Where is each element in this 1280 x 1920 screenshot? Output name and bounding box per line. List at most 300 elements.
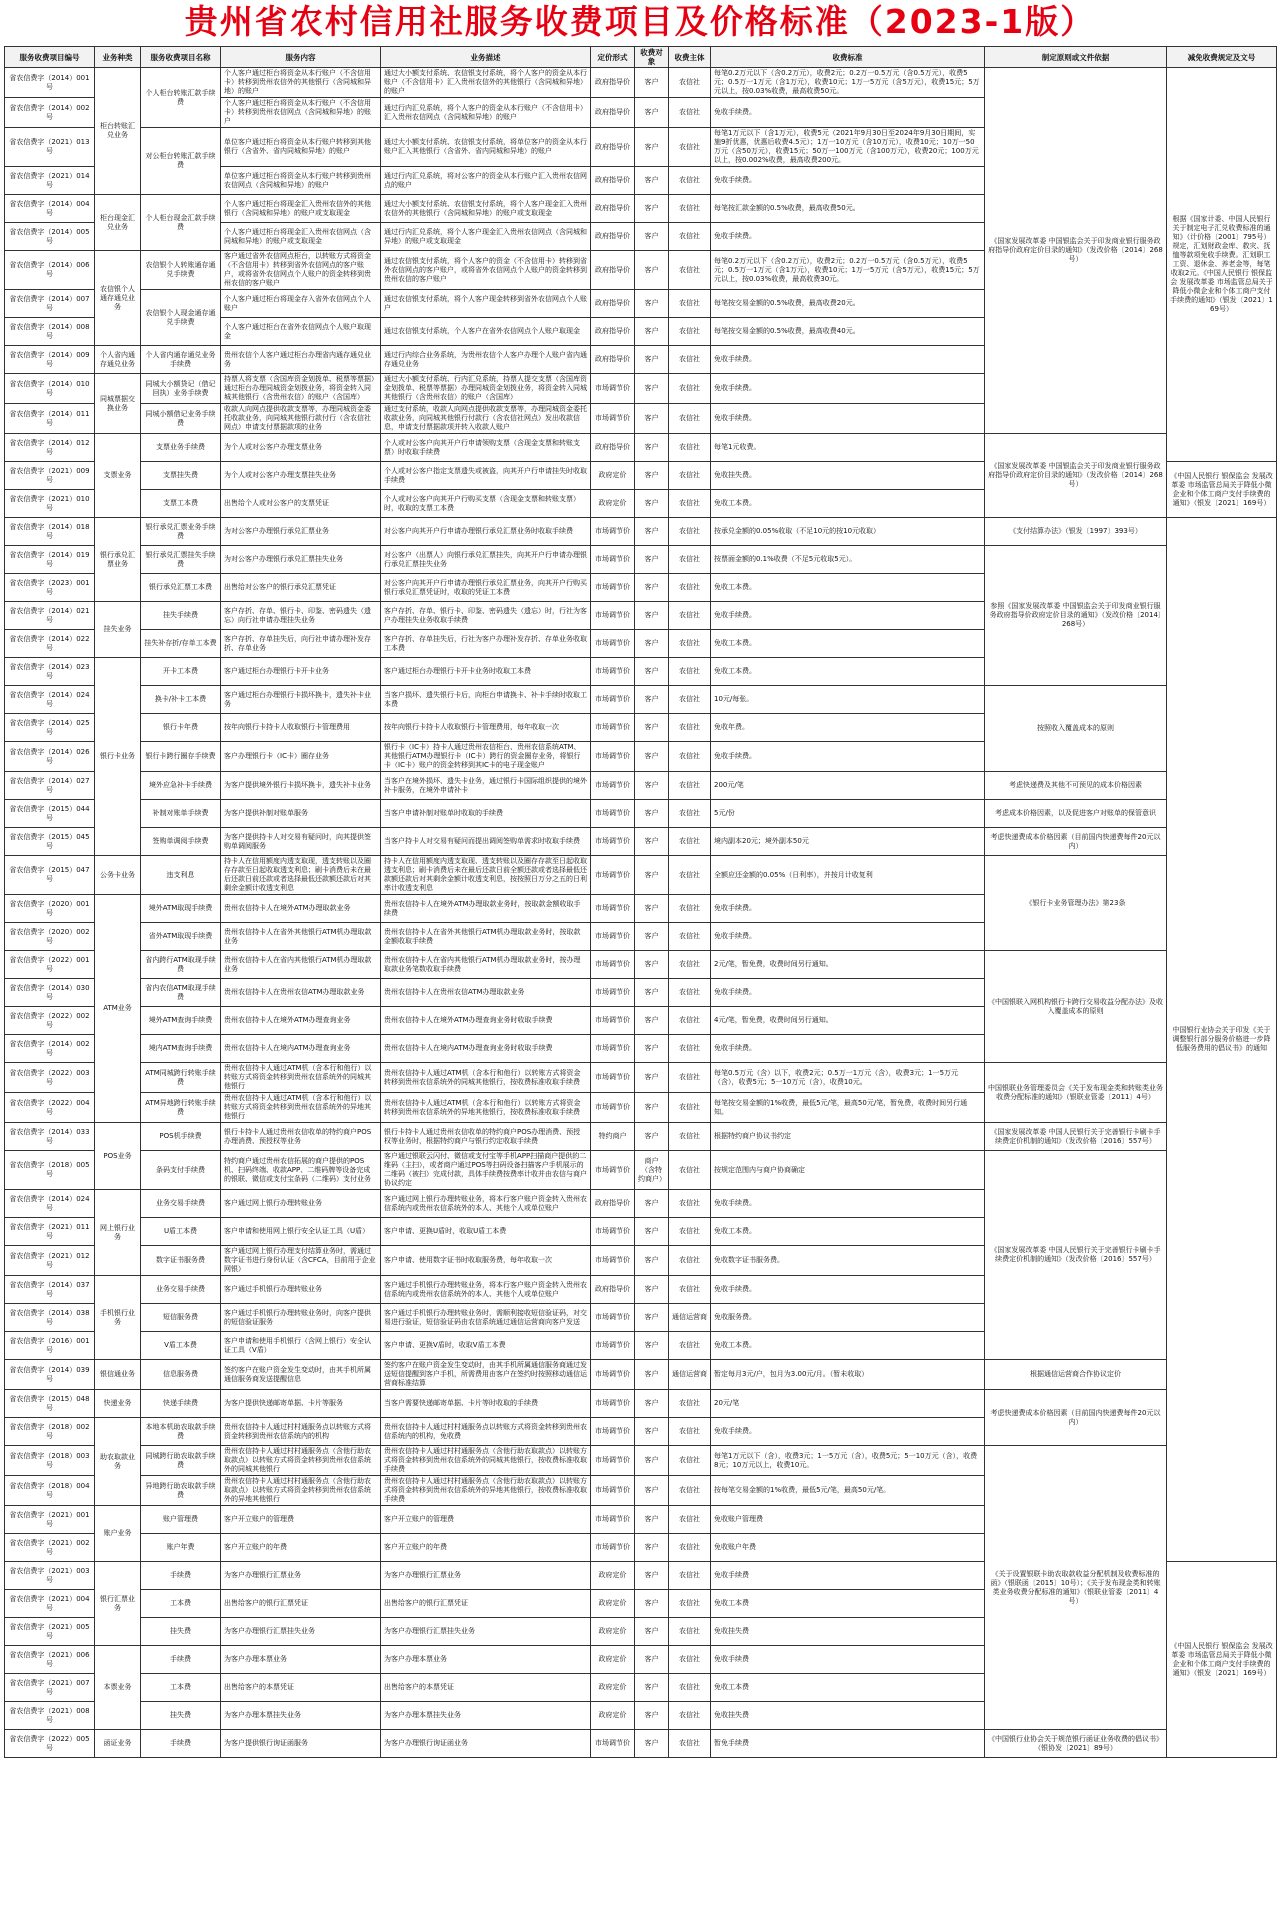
cell-charge-subject: 农信社 <box>669 742 711 772</box>
cell-description: 出售给客户的银行汇票凭证 <box>381 1590 591 1618</box>
cell-description: 对公客户向其开户行申请办理银行承兑汇票业务时收取手续费 <box>381 518 591 546</box>
cell-charge-subject: 农信社 <box>669 1151 711 1190</box>
cell-charge-subject: 农信社 <box>669 979 711 1007</box>
cell-content: 为客户提供银行询证函服务 <box>221 1730 381 1758</box>
cell-content: 为客户提供持卡人对交易有疑问时，向其提供签购单调阅服务 <box>221 828 381 856</box>
cell-code: 省农信费字（2020）002号 <box>5 923 95 951</box>
cell-code: 省农信费字（2021）002号 <box>5 1534 95 1562</box>
cell-basis: 中国银联业务管理委员会《关于发布现金类和转账类业务收费分配标准的通知》（银联业管委〔2011〕4号） <box>985 1063 1167 1123</box>
cell-fee-standard: 免收挂失费 <box>711 1702 985 1730</box>
cell-description: 为客户办理本票挂失业务 <box>381 1702 591 1730</box>
cell-charge-subject: 农信社 <box>669 951 711 979</box>
cell-fee-standard: 按票面金额的0.1%收费（不足5元收取5元）。 <box>711 546 985 574</box>
cell-code: 省农信费字（2021）001号 <box>5 1506 95 1534</box>
cell-item-name: 同城小额借记业务手续费 <box>141 404 221 434</box>
cell-fee-standard: 免收手续费。 <box>711 602 985 630</box>
cell-content: 客户存折、存单、银行卡、印鉴、密码遗失（遗忘）向行社申请办理挂失业务 <box>221 602 381 630</box>
cell-content: 为客户办理银行汇票挂失业务 <box>221 1618 381 1646</box>
cell-item-name: 银行承兑汇票工本费 <box>141 574 221 602</box>
cell-charge-subject: 农信社 <box>669 1674 711 1702</box>
cell-item-name: 工本费 <box>141 1674 221 1702</box>
cell-charge-subject: 农信社 <box>669 1590 711 1618</box>
cell-description: 通过大小额支付系统、农信银支付系统，将个人客户的资金从本行账户（不含信用卡）汇入贵州农信外的其他银行（含同城和异地）的账户 <box>381 68 591 98</box>
cell-pricing-form: 市场调节价 <box>591 1093 635 1123</box>
cell-item-name: 挂失费 <box>141 1618 221 1646</box>
cell-content: 签约客户在账户资金发生变动时，由其手机所属通信服务商发送提醒信息 <box>221 1360 381 1390</box>
cell-description: 客户通过网上银行办理转账业务，将本行客户账户资金转入贵州农信系统内或贵州农信系统外的本人、其他个人或单位账户 <box>381 1190 591 1218</box>
cell-charge-subject: 农信社 <box>669 828 711 856</box>
cell-description: 客户申请、更换U盾时，收取U盾工本费 <box>381 1218 591 1246</box>
cell-charge-object: 客户 <box>635 1190 669 1218</box>
cell-code: 省农信费字（2022）002号 <box>5 1007 95 1035</box>
cell-charge-subject: 农信社 <box>669 630 711 658</box>
cell-pricing-form: 政府定价 <box>591 462 635 490</box>
cell-charge-object: 客户 <box>635 1446 669 1476</box>
cell-item-name: 个人省内通存通兑业务手续费 <box>141 346 221 374</box>
cell-code: 省农信费字（2022）003号 <box>5 1063 95 1093</box>
table-row <box>5 828 1277 856</box>
cell-content: 客户通过手机银行办理转账业务时，向客户提供的短信验证服务 <box>221 1304 381 1332</box>
cell-charge-object: 客户 <box>635 1674 669 1702</box>
cell-description: 通过大小额支付系统、行内汇兑系统，持票人提交支票（含国库资金划拨单、税票等票据）办理同城资金划拨业务，将资金转入同城其他银行（含贵州农信）的账户（含国库） <box>381 374 591 404</box>
cell-pricing-form: 政府指导价 <box>591 434 635 462</box>
cell-description: 为客户办理本票业务 <box>381 1646 591 1674</box>
cell-charge-subject: 农信社 <box>669 434 711 462</box>
cell-basis: 考虑快递费成本价格因素（目前国内快递费每件20元以内） <box>985 1390 1167 1446</box>
cell-basis: 《国家发展改革委 中国人民银行关于完善银行卡刷卡手续费定价机制的通知》（发改价格〔2016〕557号） <box>985 1123 1167 1151</box>
cell-content: 单位客户通过柜台将资金从本行账户转移到其他银行（含省外、省内同城和异地）的账户 <box>221 128 381 167</box>
cell-fee-standard: 200元/笔 <box>711 772 985 800</box>
cell-pricing-form: 市场调节价 <box>591 828 635 856</box>
cell-pricing-form: 政府指导价 <box>591 223 635 251</box>
table-row <box>5 686 1277 714</box>
cell-content: 个人客户通过柜台将资金从本行账户（不含信用卡）转移到贵州农信网点（含同城和异地）的账户 <box>221 98 381 128</box>
cell-description: 当客户损坏、遗失银行卡后，向柜台申请换卡、补卡手续时收取工本费 <box>381 686 591 714</box>
table-row <box>5 951 1277 979</box>
cell-fee-standard: 免收手续费。 <box>711 1418 985 1446</box>
cell-code: 省农信费字（2014）010号 <box>5 374 95 404</box>
cell-pricing-form: 市场调节价 <box>591 951 635 979</box>
cell-pricing-form: 市场调节价 <box>591 1476 635 1506</box>
table-row <box>5 1123 1277 1151</box>
cell-pricing-form: 市场调节价 <box>591 630 635 658</box>
cell-content: 贵州农信持卡人在贵州农信ATM办理取款业务 <box>221 979 381 1007</box>
cell-charge-object: 客户 <box>635 223 669 251</box>
cell-fee-standard: 按承兑金额的0.05%收取（不足10元的按10元收取） <box>711 518 985 546</box>
cell-charge-object: 客户 <box>635 828 669 856</box>
cell-basis: 参照《国家发展改革委 中国银监会关于印发商业银行服务政府指导价政府定价目录的通知》（发改价格〔2014〕268号） <box>985 546 1167 686</box>
cell-pricing-form: 政府定价 <box>591 1590 635 1618</box>
cell-charge-subject: 农信社 <box>669 318 711 346</box>
cell-charge-object: 客户 <box>635 1702 669 1730</box>
cell-category: 柜台现金汇兑业务 <box>95 195 141 251</box>
cell-category: 助农取款业务 <box>95 1418 141 1506</box>
cell-charge-subject: 农信社 <box>669 1534 711 1562</box>
cell-charge-object: 客户 <box>635 167 669 195</box>
cell-content: 客户申请和使用手机银行（含网上银行）安全认证工具（V盾） <box>221 1332 381 1360</box>
cell-fee-standard: 免收服务费。 <box>711 1304 985 1332</box>
cell-fee-standard: 5元/份 <box>711 800 985 828</box>
cell-content: 个人客户通过柜台将现金汇入贵州农信网点（含同城和异地）的账户或支取现金 <box>221 223 381 251</box>
cell-charge-subject: 农信社 <box>669 1618 711 1646</box>
cell-description: 贵州农信持卡人在省外其他银行ATM机办理取款业务时，按取款金额收取手续费 <box>381 923 591 951</box>
cell-code: 省农信费字（2014）027号 <box>5 772 95 800</box>
cell-pricing-form: 政府指导价 <box>591 251 635 290</box>
cell-fee-standard: 免收工本费。 <box>711 630 985 658</box>
cell-fee-standard: 免收手续费 <box>711 1646 985 1674</box>
cell-description: 通过农信银支付系统，个人客户在省外农信网点个人账户取现金 <box>381 318 591 346</box>
cell-fee-standard: 免收手续费。 <box>711 1276 985 1304</box>
cell-category: 柜台转账汇兑业务 <box>95 68 141 195</box>
cell-category: 农信银个人通存通兑业务 <box>95 251 141 346</box>
table-row <box>5 1063 1277 1093</box>
cell-code: 省农信费字（2014）024号 <box>5 686 95 714</box>
cell-pricing-form: 市场调节价 <box>591 1534 635 1562</box>
cell-fee-standard: 免收手续费。 <box>711 895 985 923</box>
cell-pricing-form: 政府定价 <box>591 1562 635 1590</box>
cell-charge-object: 客户 <box>635 1562 669 1590</box>
cell-description: 个人或对公客户指定支票遗失或被盗，向其开户行申请挂失时收取手续费 <box>381 462 591 490</box>
cell-item-name: ATM异地跨行转账手续费 <box>141 1093 221 1123</box>
cell-description: 持卡人在信用额度内透支取现、透支转账以及圈存存款至日起收取透支利息；刷卡消费后未在最后还款日前全额还款或者选择最低还款额还款后对其剩余金额计收透支利息，按按照日万分之五的日利率计收透支利息 <box>381 856 591 895</box>
cell-item-name: 换卡/补卡工本费 <box>141 686 221 714</box>
cell-pricing-form: 市场调节价 <box>591 714 635 742</box>
cell-description: 客户通过手机银行办理转账业务，将本行客户账户资金转入贵州农信系统内或贵州农信系统外的本人、其他个人或单位账户 <box>381 1276 591 1304</box>
cell-fee-standard: 免收工本费。 <box>711 1332 985 1360</box>
cell-pricing-form: 市场调节价 <box>591 1218 635 1246</box>
cell-charge-subject: 农信社 <box>669 290 711 318</box>
cell-content: 单位客户通过柜台将资金从本行账户转移到贵州农信网点（含同城和异地）的账户 <box>221 167 381 195</box>
cell-description: 贵州农信持卡人在境内ATM办理查询业务时收取手续费 <box>381 1035 591 1063</box>
cell-pricing-form: 政府指导价 <box>591 167 635 195</box>
cell-content: 个人客户通过柜台将现金汇入贵州农信外的其他银行（含同城和异地）的账户或支取现金 <box>221 195 381 223</box>
cell-charge-subject: 农信社 <box>669 346 711 374</box>
cell-description: 贵州农信持卡人在省内其他银行ATM机办理取款业务时，按办理取款业务笔数收取手续费 <box>381 951 591 979</box>
header-charge-object: 收费对象 <box>635 47 669 68</box>
cell-content: 出售给对公客户的银行承兑汇票凭证 <box>221 574 381 602</box>
cell-item-name: 境外ATM取现手续费 <box>141 895 221 923</box>
cell-category: 手机银行业务 <box>95 1276 141 1360</box>
cell-fee-standard: 免收工本费。 <box>711 1218 985 1246</box>
cell-code: 省农信费字（2015）047号 <box>5 856 95 895</box>
cell-item-name: 手续费 <box>141 1562 221 1590</box>
cell-charge-object: 客户 <box>635 742 669 772</box>
cell-description: 当客户在境外损坏、遗失卡业务，通过银行卡国际组织提供的境外补卡服务，在境外申请补卡 <box>381 772 591 800</box>
cell-charge-object: 客户 <box>635 462 669 490</box>
cell-basis: 考虑成本价格因素，以及促进客户对账单的保管意识 <box>985 800 1167 828</box>
cell-code: 省农信费字（2014）026号 <box>5 742 95 772</box>
cell-content: 贵州农信持卡人通过村村通服务点以转账方式将资金转移到贵州农信系统内的机构 <box>221 1418 381 1446</box>
cell-pricing-form: 市场调节价 <box>591 923 635 951</box>
cell-category: POS业务 <box>95 1123 141 1190</box>
header-pricing-form: 定价形式 <box>591 47 635 68</box>
cell-code: 省农信费字（2014）001号 <box>5 68 95 98</box>
cell-fee-standard: 每笔0.5万元（含）以下，收费2元；0.5万一1万元（含），收费3元；1一5万元（含），收费5元；5一10万元（含），收费10元。 <box>711 1063 985 1093</box>
cell-pricing-form: 市场调节价 <box>591 800 635 828</box>
cell-charge-object: 客户 <box>635 1506 669 1534</box>
cell-charge-subject: 农信社 <box>669 518 711 546</box>
cell-item-name: 挂失补存折/存单工本费 <box>141 630 221 658</box>
cell-charge-object: 客户 <box>635 518 669 546</box>
cell-basis: 《国家发展改革委 中国人民银行关于完善银行卡刷卡手续费定价机制的通知》（发改价格〔2016〕557号） <box>985 1151 1167 1360</box>
cell-charge-subject: 农信社 <box>669 1390 711 1418</box>
cell-relief: 《中国人民银行 银保监会 发展改革委 市场监管总局关于降低小微企业和个体工商户支付手续费的通知》（银发〔2021〕169号） <box>1167 462 1277 518</box>
cell-item-name: 违支利息 <box>141 856 221 895</box>
table-row <box>5 546 1277 574</box>
cell-code: 省农信费字（2021）012号 <box>5 1246 95 1276</box>
cell-item-name: 银行承兑汇票业务手续费 <box>141 518 221 546</box>
cell-basis: 考虑快递费成本价格因素（目前国内快递费每件20元以内） <box>985 828 1167 856</box>
cell-item-name: 快递手续费 <box>141 1390 221 1418</box>
cell-content: 为对公客户办理银行承兑汇票挂失业务 <box>221 546 381 574</box>
cell-fee-standard: 每笔按交易金额的0.5%收费，最高收费20元。 <box>711 290 985 318</box>
cell-fee-standard: 免收年费。 <box>711 714 985 742</box>
cell-pricing-form: 市场调节价 <box>591 374 635 404</box>
cell-code: 省农信费字（2014）006号 <box>5 251 95 290</box>
cell-relief: 根据《国家计委、中国人民银行关于制定电子汇兑收费标准的通知》（计价格〔2001〕795号）规定，汇划财政金库、救灾、抚恤等款项免收手续费。汇划职工工资、退休金、养老金等，每笔收取2元。《中国人民银行 银保监会 发展改革委 市场监管总局关于降低小微企业和个体工商户支付手续费的通知》（银发〔2021〕169号） <box>1167 68 1277 462</box>
cell-code: 省农信费字（2021）009号 <box>5 462 95 490</box>
cell-pricing-form: 政府指导价 <box>591 128 635 167</box>
cell-content: 为客户提供快递邮寄单据、卡片等服务 <box>221 1390 381 1418</box>
cell-charge-subject: 农信社 <box>669 1506 711 1534</box>
cell-pricing-form: 市场调节价 <box>591 602 635 630</box>
cell-code: 省农信费字（2023）001号 <box>5 574 95 602</box>
cell-item-name: 支票挂失费 <box>141 462 221 490</box>
cell-item-name: 银行卡年费 <box>141 714 221 742</box>
cell-category: ATM业务 <box>95 895 141 1123</box>
table-row <box>5 1151 1277 1190</box>
cell-item-name: 省内农信ATM取现手续费 <box>141 979 221 1007</box>
cell-description: 客户申请、更换V盾时，收取V盾工本费 <box>381 1332 591 1360</box>
cell-charge-object: 客户 <box>635 923 669 951</box>
cell-fee-standard: 免收工本费。 <box>711 574 985 602</box>
cell-fee-standard: 暂免手续费 <box>711 1730 985 1758</box>
cell-category: 个人省内通存通兑业务 <box>95 346 141 374</box>
cell-charge-object: 客户 <box>635 895 669 923</box>
cell-pricing-form: 政府指导价 <box>591 346 635 374</box>
cell-charge-object: 客户 <box>635 658 669 686</box>
cell-fee-standard: 每笔1万元以下（含1万元），收费5元（2021年9月30日至2024年9月30日期间，实施9折优惠，优惠后收费4.5元）；1万一10万元（含10万元），收费10元；10万一50万元（含50万元），收费15元；50万一100万元（含100万元），收费20元；100万元以上，按0.002%收费，最高收费200元。 <box>711 128 985 167</box>
table-row <box>5 434 1277 462</box>
cell-content: 客户申请和使用网上银行安全认证工具（U盾） <box>221 1218 381 1246</box>
cell-charge-object: 客户 <box>635 251 669 290</box>
cell-charge-object: 客户 <box>635 490 669 518</box>
cell-item-name: 手续费 <box>141 1730 221 1758</box>
cell-code: 省农信费字（2018）003号 <box>5 1446 95 1476</box>
cell-fee-standard: 免收手续费。 <box>711 979 985 1007</box>
cell-content: 为客户办理本票挂失业务 <box>221 1702 381 1730</box>
header-relief: 减免收费规定及文号 <box>1167 47 1277 68</box>
cell-item-name: 省内跨行ATM取现手续费 <box>141 951 221 979</box>
cell-code: 省农信费字（2014）019号 <box>5 546 95 574</box>
cell-charge-object: 客户 <box>635 374 669 404</box>
cell-item-name: 工本费 <box>141 1590 221 1618</box>
cell-item-name: 境内ATM查询手续费 <box>141 1035 221 1063</box>
cell-fee-standard: 每笔按汇款金额的0.5%收费，最高收费50元。 <box>711 195 985 223</box>
cell-charge-subject: 农信社 <box>669 128 711 167</box>
cell-content: 为客户提供补制对账单服务 <box>221 800 381 828</box>
cell-fee-standard: 免收手续费。 <box>711 1190 985 1218</box>
cell-charge-subject: 农信社 <box>669 772 711 800</box>
cell-fee-standard: 免收工本费 <box>711 1674 985 1702</box>
cell-relief: 中国银行业协会关于印发《关于调整银行部分服务价格进一步降低服务费用的倡议书》的通知 <box>1167 518 1277 1562</box>
cell-category: 银行卡业务 <box>95 658 141 856</box>
cell-charge-object: 客户 <box>635 1534 669 1562</box>
cell-pricing-form: 市场调节价 <box>591 686 635 714</box>
cell-content: 银行卡持卡人通过贵州农信收单的特约商户POS办理消费、预授权等业务 <box>221 1123 381 1151</box>
cell-code: 省农信费字（2014）008号 <box>5 318 95 346</box>
cell-pricing-form: 政府指导价 <box>591 98 635 128</box>
cell-description: 贵州农信持卡人在境外ATM办理查询业务时收取手续费 <box>381 1007 591 1035</box>
cell-code: 省农信费字（2014）021号 <box>5 602 95 630</box>
cell-charge-object: 客户 <box>635 434 669 462</box>
cell-pricing-form: 特约商户 <box>591 1123 635 1151</box>
cell-content: 为个人或对公客户办理支票挂失业务 <box>221 462 381 490</box>
cell-code: 省农信费字（2021）006号 <box>5 1646 95 1674</box>
table-row <box>5 1390 1277 1418</box>
cell-code: 省农信费字（2014）004号 <box>5 195 95 223</box>
cell-charge-object: 客户 <box>635 1304 669 1332</box>
cell-charge-object: 客户 <box>635 602 669 630</box>
cell-pricing-form: 政府指导价 <box>591 1276 635 1304</box>
cell-pricing-form: 市场调节价 <box>591 895 635 923</box>
cell-item-name: 签购单调阅手续费 <box>141 828 221 856</box>
cell-fee-standard: 每笔按交易金额的0.5%收费，最高收费40元。 <box>711 318 985 346</box>
cell-content: 持票人将支票（含国库资金划拨单、税票等票据）通过柜台办理同城资金划拨业务，将资金转入同城其他银行（含贵州农信）的账户（含国库） <box>221 374 381 404</box>
cell-charge-object: 客户 <box>635 1646 669 1674</box>
cell-item-name: 开卡工本费 <box>141 658 221 686</box>
cell-pricing-form: 政府定价 <box>591 1618 635 1646</box>
cell-description: 按年向银行卡持卡人收取银行卡管理费用，每年收取一次 <box>381 714 591 742</box>
cell-code: 省农信费字（2014）002号 <box>5 1035 95 1063</box>
cell-category: 公务卡业务 <box>95 856 141 895</box>
cell-code: 省农信费字（2015）048号 <box>5 1390 95 1418</box>
cell-description: 贵州农信持卡人通过村村通服务点以转账方式将资金转移到贵州农信系统内的机构，免收费 <box>381 1418 591 1446</box>
cell-code: 省农信费字（2022）005号 <box>5 1730 95 1758</box>
cell-code: 省农信费字（2015）045号 <box>5 828 95 856</box>
cell-pricing-form: 政府指导价 <box>591 195 635 223</box>
cell-basis: 《国家发展改革委 中国银监会关于印发商业银行服务政府指导价政府定价目录的通知》（发改价格〔2014〕268号） <box>985 434 1167 518</box>
cell-description: 当客户申请补制对账单时收取的手续费 <box>381 800 591 828</box>
cell-item-name: 对公柜台转账汇款手续费 <box>141 128 221 195</box>
cell-charge-object: 客户 <box>635 1390 669 1418</box>
cell-fee-standard: 免收工本费。 <box>711 658 985 686</box>
table-row <box>5 772 1277 800</box>
cell-content: 客户通过手机银行办理转账业务 <box>221 1276 381 1304</box>
page-title: 贵州省农村信用社服务收费项目及价格标准（2023-1版） <box>184 2 1096 41</box>
cell-content: 客户通过网上银行办理支付结算业务时，需通过数字证书进行身份认证（含CFCA，目前用于企业网银） <box>221 1246 381 1276</box>
cell-charge-object: 客户 <box>635 772 669 800</box>
cell-code: 省农信费字（2014）009号 <box>5 346 95 374</box>
cell-charge-subject: 农信社 <box>669 1190 711 1218</box>
cell-description: 为客户办理银行询证函业务 <box>381 1730 591 1758</box>
cell-pricing-form: 市场调节价 <box>591 1063 635 1093</box>
cell-category: 本票业务 <box>95 1646 141 1730</box>
cell-description: 通过支付系统，收款人向网点提供收款支票等，办理同城资金委托收款业务，向同城其他银行付款行（含农信社网点）发出收款信息，申请支付票据款项并转入收款人账户 <box>381 404 591 434</box>
cell-item-name: 挂失手续费 <box>141 602 221 630</box>
cell-pricing-form: 市场调节价 <box>591 1360 635 1390</box>
header-category: 业务种类 <box>95 47 141 68</box>
cell-charge-object: 客户 <box>635 318 669 346</box>
cell-fee-standard: 每笔1万元以下（含），收费3元；1一5万元（含），收费5元；5一10万元（含），收费8元；10万元以上，收费10元。 <box>711 1446 985 1476</box>
cell-code: 省农信费字（2022）001号 <box>5 951 95 979</box>
cell-pricing-form: 政府指导价 <box>591 318 635 346</box>
cell-fee-standard: 免收工本费 <box>711 1590 985 1618</box>
cell-category: 挂失业务 <box>95 602 141 658</box>
cell-charge-subject: 农信社 <box>669 223 711 251</box>
cell-description: 客户申请、使用数字证书时收取服务费，每年收取一次 <box>381 1246 591 1276</box>
cell-description: 贵州农信持卡人通过村村通服务点（含他行助农取款点）以转账方式将资金转移到贵州农信系统外的同城其他银行，按收费标准收取手续费 <box>381 1446 591 1476</box>
cell-content: 为客户办理银行汇票业务 <box>221 1562 381 1590</box>
cell-description: 通过大小额支付系统、农信银支付系统，将单位客户的资金从本行账户汇入其他银行（含省外、省内同城和异地）的账户 <box>381 128 591 167</box>
cell-charge-object: 客户 <box>635 1218 669 1246</box>
cell-code: 省农信费字（2021）013号 <box>5 128 95 167</box>
cell-code: 省农信费字（2014）002号 <box>5 98 95 128</box>
cell-content: 为客户提供境外银行卡损坏换卡，遗失补卡业务 <box>221 772 381 800</box>
cell-code: 省农信费字（2021）014号 <box>5 167 95 195</box>
cell-content: 出售给个人或对公客户的支票凭证 <box>221 490 381 518</box>
cell-charge-object: 客户 <box>635 546 669 574</box>
cell-item-name: 支票工本费 <box>141 490 221 518</box>
cell-code: 省农信费字（2018）005号 <box>5 1151 95 1190</box>
cell-charge-subject: 农信社 <box>669 856 711 895</box>
cell-content: 贵州农信个人客户通过柜台办理省内通存通兑业务 <box>221 346 381 374</box>
cell-pricing-form: 市场调节价 <box>591 742 635 772</box>
cell-charge-subject: 农信社 <box>669 1035 711 1063</box>
cell-description: 银行卡（IC卡）持卡人通过贵州农信柜台、贵州农信系统ATM、其他银行ATM办理银行卡（IC卡）跨行的资金圈存业务，将银行卡（IC卡）账户的资金转移到其IC卡的电子现金账户 <box>381 742 591 772</box>
cell-description: 出售给客户的本票凭证 <box>381 1674 591 1702</box>
cell-content: 贵州农信持卡人通过ATM机（含本行和他行）以转账方式将资金转移到贵州农信系统外的异地其他银行 <box>221 1093 381 1123</box>
cell-content: 客户通过网上银行办理转账业务 <box>221 1190 381 1218</box>
cell-item-name: 支票业务手续费 <box>141 434 221 462</box>
cell-pricing-form: 政府定价 <box>591 1646 635 1674</box>
cell-fee-standard: 4元/笔，暂免费，收费时间另行通知。 <box>711 1007 985 1035</box>
cell-code: 省农信费字（2021）008号 <box>5 1702 95 1730</box>
cell-charge-object: 客户 <box>635 1276 669 1304</box>
cell-fee-standard: 免收手续费。 <box>711 923 985 951</box>
cell-charge-subject: 农信社 <box>669 1063 711 1093</box>
cell-charge-subject: 农信社 <box>669 167 711 195</box>
cell-content: 特约商户通过贵州农信拓展的商户提供的POS机、扫码终端、收款APP、二维码牌等设备完成的银联、微信或支付宝条码（二维码）支付业务 <box>221 1151 381 1190</box>
cell-content: 个人客户通过柜台将资金从本行账户（不含信用卡）转移到贵州农信外的其他银行（含同城和异地）的账户 <box>221 68 381 98</box>
cell-description: 客户开立账户的管理费 <box>381 1506 591 1534</box>
cell-item-name: 个人柜台转账汇款手续费 <box>141 68 221 128</box>
cell-content: 贵州农信持卡人在境外ATM办理查询业务 <box>221 1007 381 1035</box>
cell-charge-subject: 农信社 <box>669 1562 711 1590</box>
cell-fee-standard: 免收手续费。 <box>711 223 985 251</box>
cell-item-name: 银行承兑汇票挂失手续费 <box>141 546 221 574</box>
cell-content: 客户开立账户的管理费 <box>221 1506 381 1534</box>
cell-content: 客户开立账户的年费 <box>221 1534 381 1562</box>
cell-description: 贵州农信持卡人通过ATM机（含本行和他行）以转账方式将资金转移到贵州农信系统外的异地其他银行，按收费标准收取手续费 <box>381 1093 591 1123</box>
cell-charge-object: 客户 <box>635 1007 669 1035</box>
cell-description: 客户存折、存单挂失后，行社为客户办理补发存折、存单业务收取工本费 <box>381 630 591 658</box>
cell-item-name: POS机手续费 <box>141 1123 221 1151</box>
cell-description: 客户存折、存单、银行卡、印鉴、密码遗失（遗忘）时，行社为客户办理挂失业务收取手续费 <box>381 602 591 630</box>
cell-charge-object: 客户 <box>635 686 669 714</box>
cell-item-name: 农信银个人转账通存通兑手续费 <box>141 251 221 290</box>
cell-code: 省农信费字（2014）030号 <box>5 979 95 1007</box>
cell-charge-subject: 通信运营商 <box>669 1360 711 1390</box>
cell-pricing-form: 市场调节价 <box>591 772 635 800</box>
cell-description: 客户通过手机银行办理转账业务时，需顺利接收短信验证码，对交易进行验证，短信验证码由农信系统通过通信运营商向客户发送 <box>381 1304 591 1332</box>
cell-code: 省农信费字（2014）037号 <box>5 1276 95 1304</box>
cell-category: 支票业务 <box>95 434 141 518</box>
cell-charge-subject: 农信社 <box>669 98 711 128</box>
cell-basis: 《中国银联入网机构银行卡跨行交易收益分配办法》及收入覆盖成本的原则 <box>985 951 1167 1063</box>
cell-charge-object: 客户 <box>635 1476 669 1506</box>
cell-content: 客户通过柜台办理银行卡开卡业务 <box>221 658 381 686</box>
